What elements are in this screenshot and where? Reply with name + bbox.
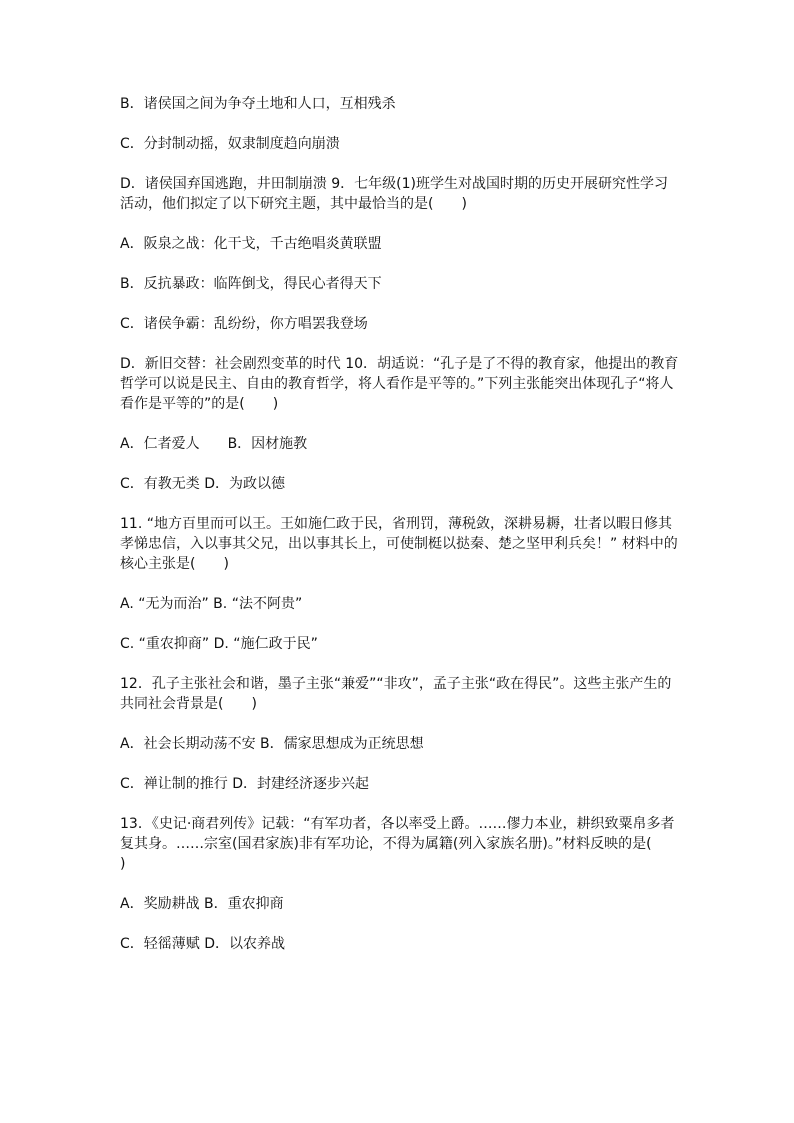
options-ab-q13: A．奖励耕战 B．重农抑商 [120, 896, 284, 912]
question-12: 12．孔子主张社会和谐，墨子主张“兼爱”“非攻”，孟子主张“政在得民”。这些主张产生的共同社会背景是( ) [120, 676, 672, 712]
question-13: 13．《史记·商君列传》记载：“有军功者，各以率受上爵。……僇力本业，耕织致粟帛多者复其身。……宗室(国君家族)非有军功论，不得为属籍(列入家族名册)。”材料反映的是( ) [120, 816, 680, 872]
options-cd-q11: C. “重农抑商” D. “施仁政于民” [120, 636, 318, 652]
options-ab-q10: A．仁者爱人 B．因材施教 [120, 436, 308, 452]
option-a-q9: A．阪泉之战：化干戈，千古绝唱炎黄联盟 [120, 236, 382, 252]
options-ab-q11: A. “无为而治” B. “法不阿贵” [120, 596, 303, 612]
option-d-q9-question-10: D．新旧交替：社会剧烈变革的时代 10．胡适说：“孔子是了不得的教育家，他提出的教育哲学可以说是民主、自由的教育哲学，将人看作是平等的。”下列主张能突出体现孔子“将人看作是平等的”的是( ) [120, 356, 679, 412]
options-cd-q12: C．禅让制的推行 D．封建经济逐步兴起 [120, 776, 370, 792]
document-page [120, 94, 680, 974]
question-11: 11. “地方百里而可以王。王如施仁政于民，省刑罚，薄税敛，深耕易耨，壮者以暇日修其孝悌忠信，入以事其父兄，出以事其长上，可使制梃以挞秦、楚之坚甲利兵矣！” 材料中的核心主张是( ) [120, 516, 678, 572]
option-b-q9: B．反抗暴政：临阵倒戈，得民心者得天下 [120, 276, 382, 292]
option-b-q8: B．诸侯国之间为争夺土地和人口，互相残杀 [120, 96, 396, 112]
option-d-q8-question-9: D．诸侯国弃国逃跑，井田制崩溃 9．七年级(1)班学生对战国时期的历史开展研究性学习活动，他们拟定了以下研究主题，其中最恰当的是( ) [120, 176, 668, 212]
options-cd-q10: C．有教无类 D．为政以德 [120, 476, 286, 492]
option-c-q8: C．分封制动摇，奴隶制度趋向崩溃 [120, 136, 340, 152]
options-ab-q12: A．社会长期动荡不安 B．儒家思想成为正统思想 [120, 736, 424, 752]
option-c-q9: C．诸侯争霸：乱纷纷，你方唱罢我登场 [120, 316, 368, 332]
options-cd-q13: C．轻徭薄赋 D．以农养战 [120, 936, 286, 952]
